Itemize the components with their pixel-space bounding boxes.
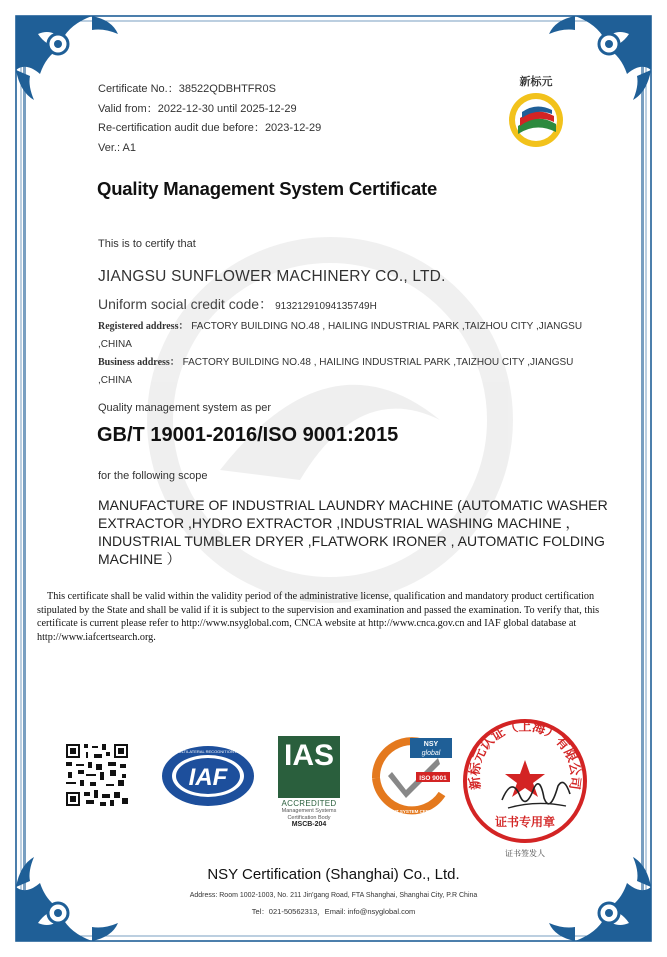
company-name: JIANGSU SUNFLOWER MACHINERY CO., LTD.: [98, 268, 446, 285]
signature-caption: 证书签发人: [505, 849, 545, 858]
signature: [496, 770, 576, 820]
issuer-contact: Tel：021-50562313，Email: info@nsyglobal.com: [251, 907, 416, 916]
recertification-due: Re-certification audit due before：2023-12-29: [98, 122, 322, 134]
scope-label: for the following scope: [98, 470, 208, 482]
qms-text: Quality management system as per: [98, 402, 272, 414]
brand-logo: [496, 72, 576, 152]
issuer-name: NSY Certification (Shanghai) Co., Ltd.: [207, 866, 460, 883]
certify-text: This is to certify that: [98, 238, 196, 250]
ias-accredited: ACCREDITED: [281, 799, 337, 808]
ias-code: MSCB-204: [291, 821, 327, 828]
issuer-address: Address: Room 1002-1003, No. 211 Jin'gang Road, FTA Shanghai, Shanghai City, P.R China: [189, 892, 478, 899]
iaf-logo: [150, 744, 266, 808]
standard: GB/T 19001-2016/ISO 9001:2015: [97, 424, 399, 446]
seal-text: 新标元认证（上海）有限公司: [467, 719, 583, 791]
ias-logo: [278, 736, 340, 828]
iaf-text: IAF: [188, 764, 228, 791]
nsy-ring-text: MANAGEMENT SYSTEM CERTIFICATION: [365, 809, 455, 814]
credit-code: Uniform social credit code： 91321291094135749H: [98, 296, 377, 312]
version: Ver.: A1: [98, 141, 136, 154]
nsy-global-text: global: [421, 750, 441, 757]
disclaimer: This certificate shall be valid within the validity period of the administrative license, qualification and mandatory product certification stipulated by the State and shall be valid if it is subject to the supervision and examination and passed the examination. To verify that, this certificate is current please refer to http://www.nsyglobal.com, CNCA website at http://www.cnca.gov.cn and IAF global database at http://www.iafcertsearch.org.: [37, 591, 600, 643]
registered-address: Registered address： FACTORY BUILDING NO.48 , HAILING INDUSTRIAL PARK ,TAIZHOU CITY ,JIANGSU ,CHINA: [98, 321, 583, 350]
nsy-top-text: NSY: [423, 741, 439, 748]
qr-code: [64, 742, 130, 808]
certificate-title: Quality Management System Certificate: [97, 178, 438, 199]
certificate-number: Certificate No.：38522QDBHTFR0S: [98, 83, 276, 95]
validity: Valid from：2022-12-30 until 2025-12-29: [98, 102, 297, 115]
ias-mark: IAS: [278, 736, 340, 798]
business-address: Business address： FACTORY BUILDING NO.48 , HAILING INDUSTRIAL PARK ,TAIZHOU CITY ,JIANGSU ,CHINA: [98, 357, 574, 386]
nsy-iso-text: ISO 9001: [419, 775, 447, 782]
scope-text: MANUFACTURE OF INDUSTRIAL LAUNDRY MACHINE (AUTOMATIC WASHER EXTRACTOR ,HYDRO EXTRACTOR ,INDUSTRIAL WASHING MACHINE ， INDUSTRIAL TUMBLER DRYER ,FLATWORK IRONER , AUTOMATIC FOLDING MACHINE ）: [98, 497, 608, 567]
nsy-certification-mark: [366, 734, 458, 816]
ias-line1: Management Systems: [281, 808, 337, 814]
ias-line2: Certification Body: [287, 814, 331, 821]
iaf-ring-text: MEMBER OF MULTILATERAL RECOGNITION ARRANGEMENT: [150, 749, 266, 754]
brand-logo-text: 新标元: [519, 75, 553, 88]
certificate-meta: [98, 80, 321, 158]
seal-bottom-text: 证书专用章: [494, 815, 556, 829]
